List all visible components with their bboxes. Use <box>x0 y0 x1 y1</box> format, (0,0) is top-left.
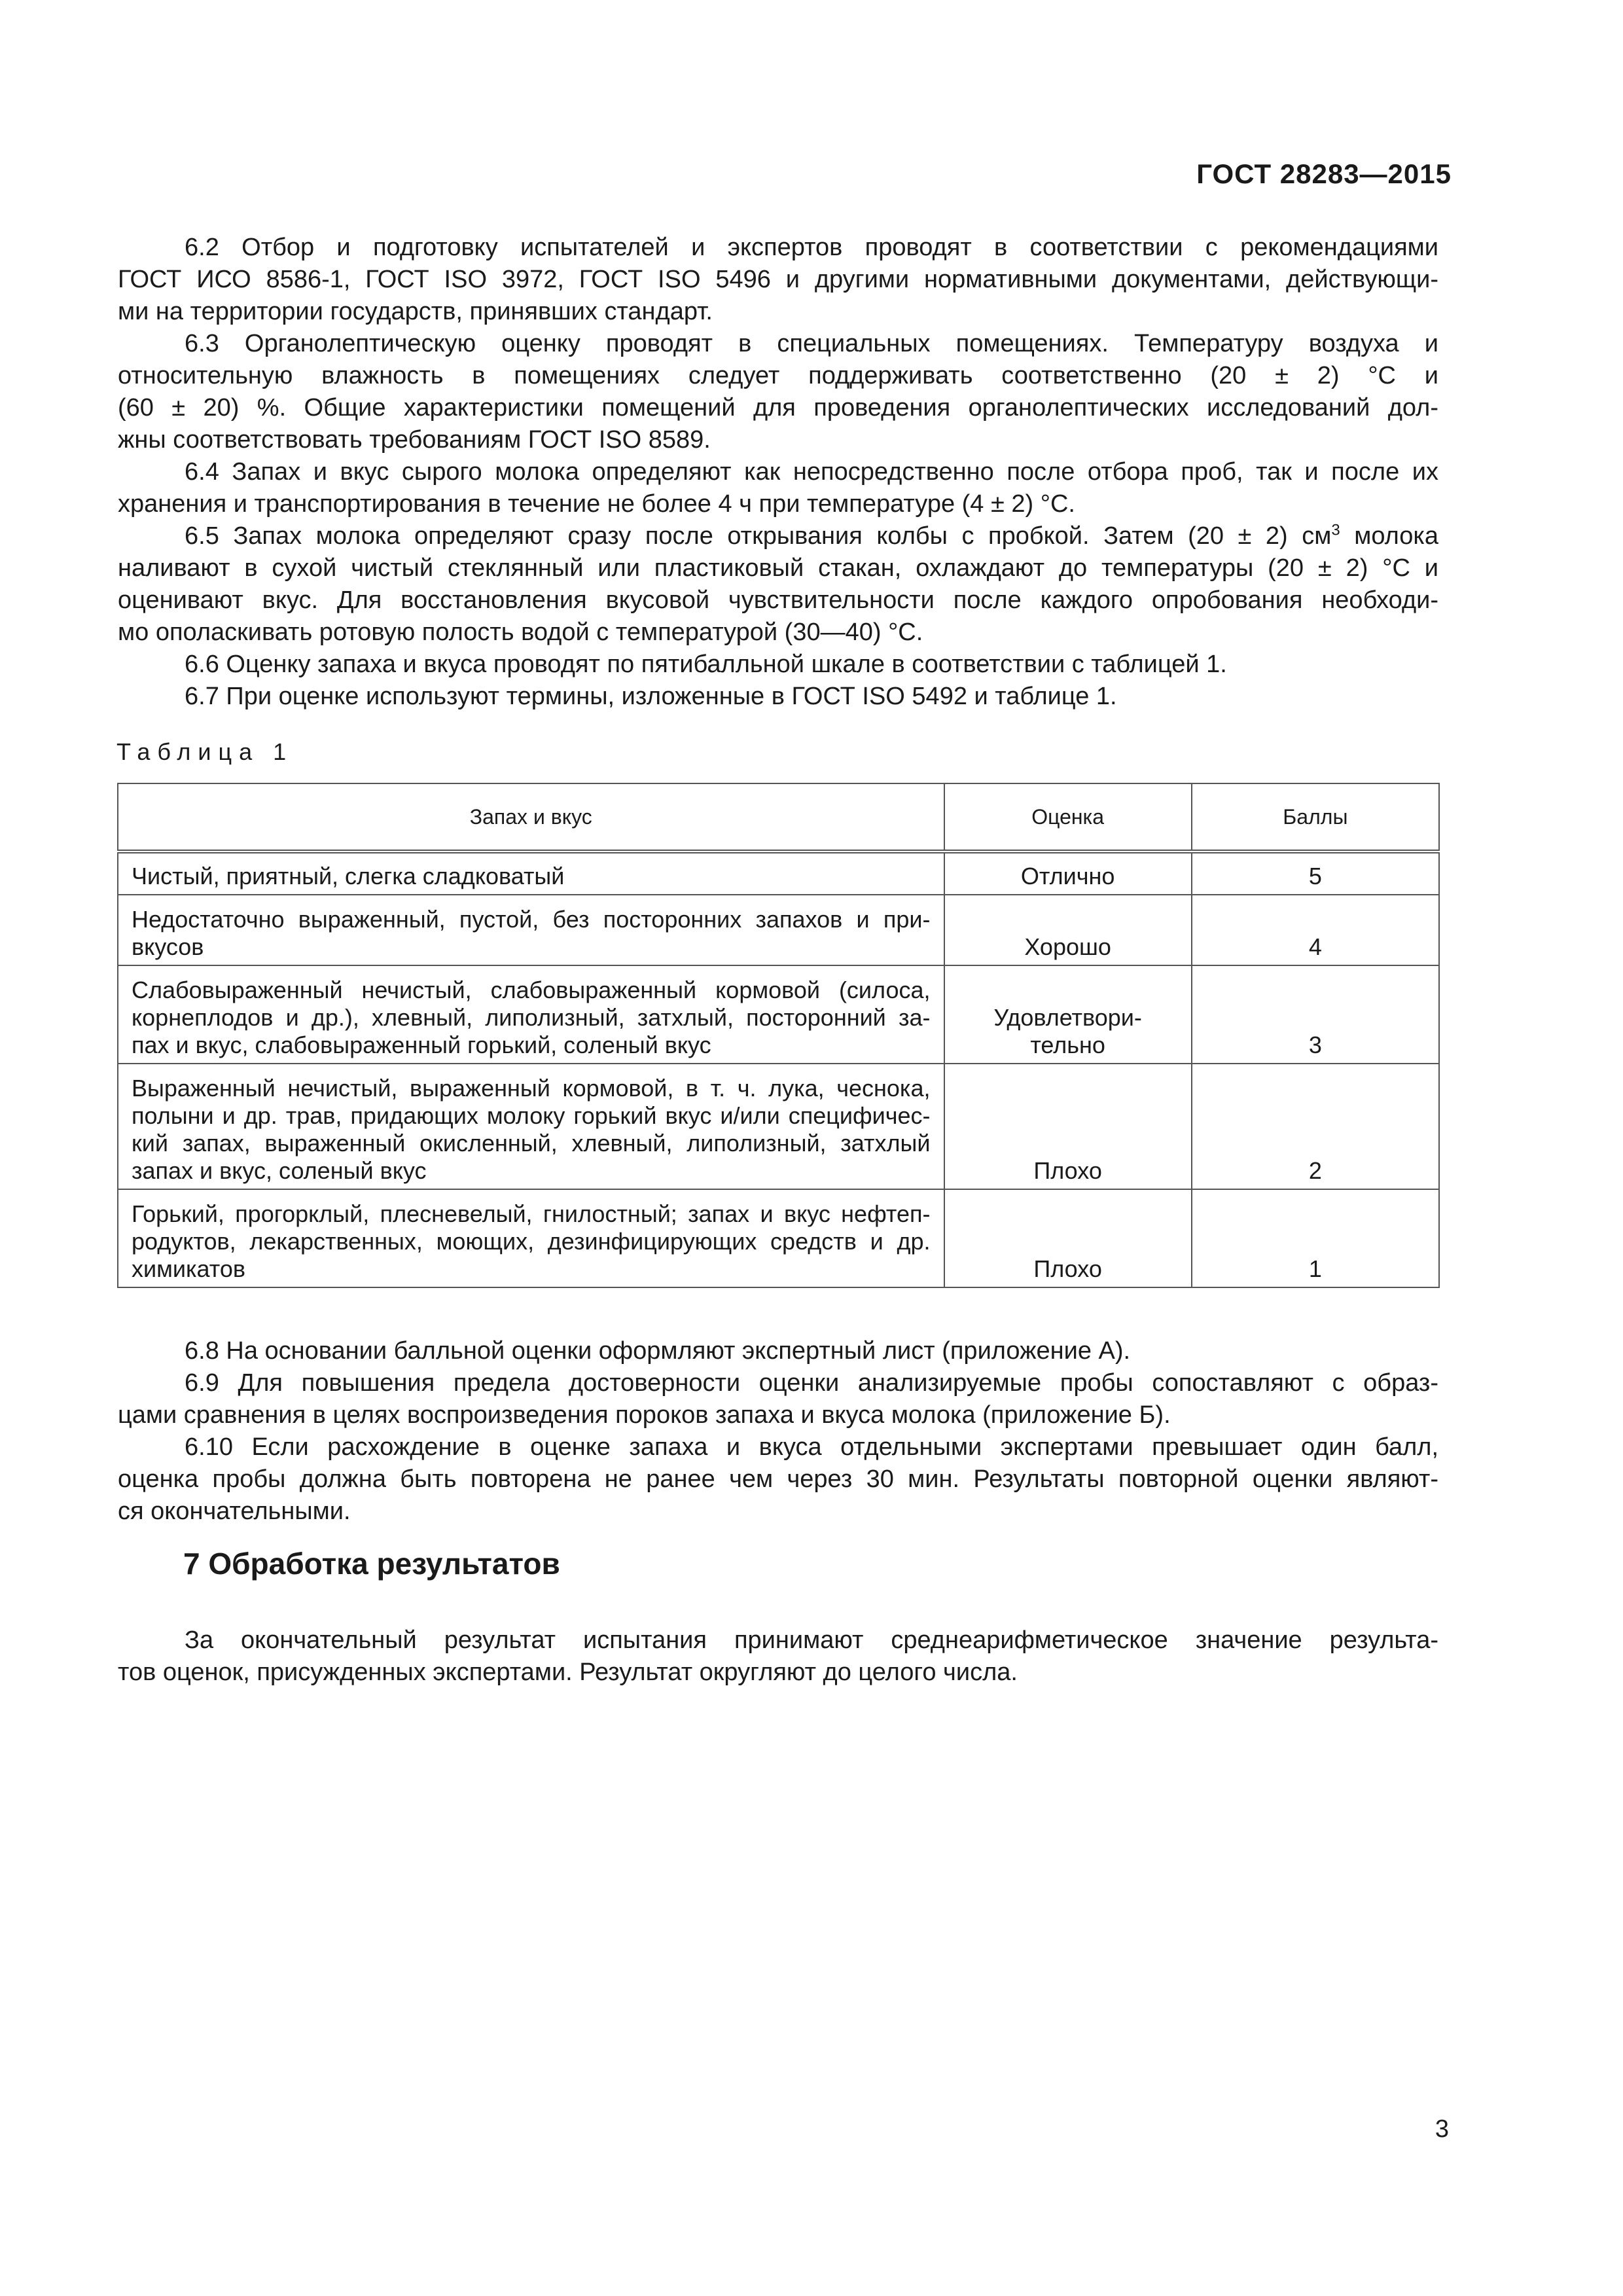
paragraph-6-7: 6.7 При оценке используют термины, изложенные в ГОСТ ISO 5492 и таблице 1. <box>185 683 1117 710</box>
paragraph-6-6: 6.6 Оценку запаха и вкуса проводят по пятибалльной шкале в соответствии с таблицей 1. <box>185 651 1227 678</box>
paragraph-6-10: 6.10 Если расхождение в оценке запаха и вкуса отдельными экспертами превышает один балл, оценка пробы должна быть повторена не ранее чем через 30 мин. Результаты повторной оценки являют- ся окончательными. <box>118 1433 1438 1525</box>
header-odor-taste: Запах и вкус <box>118 783 944 852</box>
header-score: Баллы <box>1192 783 1439 852</box>
odor-taste-table <box>117 783 1440 1288</box>
section-7-title: 7 Обработка результатов <box>183 1547 560 1581</box>
section-7-text: За окончательный результат испытания принимают среднеарифметическое значение результа- тов оценок, присужденных экспертами. Результат округляют до целого числа. <box>118 1626 1438 1686</box>
table-row: Недостаточно выраженный, пустой, без посторонних запахов и при- вкусов Хорошо 4 <box>118 895 1439 965</box>
paragraph-6-9: 6.9 Для повышения предела достоверности оценки анализируемые пробы сопоставляют с образ- цами сравнения в целях воспроизведения пороков запаха и вкуса молока (приложение Б). <box>118 1369 1438 1429</box>
header-grade: Оценка <box>944 783 1192 852</box>
standard-header: ГОСТ 28283—2015 <box>1196 158 1452 189</box>
page-number: 3 <box>1435 2115 1449 2143</box>
table-row: Слабовыраженный нечистый, слабовыраженный кормовой (силоса, корнеплодов и др.), хлевный, липолизный, затхлый, посторонний за- пах и вкус, слабовыраженный горький, соленый вкус Удовлетвори- тельно 3 <box>118 965 1439 1064</box>
paragraph-6-8: 6.8 На основании балльной оценки оформляют экспертный лист (приложение А). <box>185 1337 1131 1365</box>
paragraph-6-4: 6.4 Запах и вкус сырого молока определяют как непосредственно после отбора проб, так и после их хранения и транспортирования в течение не более 4 ч при температуре (4 ± 2) °С. <box>118 458 1438 518</box>
paragraph-6-3: 6.3 Органолептическую оценку проводят в специальных помещениях. Температуру воздуха и относительную влажность в помещениях следует поддерживать соответственно (20 ± 2) °С и (60 ± 20) %. Общие характеристики помещений для проведения органолептических исследований дол- жны соответствовать требованиям ГОСТ ISO 8589. <box>118 330 1438 454</box>
paragraph-6-5: 6.5 Запах молока определяют сразу после открывания колбы с пробкой. Затем (20 ± 2) $см^3$ молока наливают в сухой чистый стеклянный или пластиковый стакан, охлаждают до температуры (20 ± 2) °С и оценивают вкус. Для восстановления вкусовой чувствительности после каждого опробования необходи- мо ополаскивать ротовую полость водой с температурой (30—40) °С. <box>118 521 1439 646</box>
table-row: Горький, прогорклый, плесневелый, гнилостный; запах и вкус нефтеп- родуктов, лекарственных, моющих, дезинфицирующих средств и др. химикатов Плохо 1 <box>118 1189 1439 1287</box>
paragraph-6-2: 6.2 Отбор и подготовку испытателей и экспертов проводят в соответствии с рекомендациями ГОСТ ИСО 8586-1, ГОСТ ISO 3972, ГОСТ ISO 5496 и другими нормативными документами, действующи- ми на территории государств, принявших стандарт. <box>118 234 1438 325</box>
table-row: Чистый, приятный, слегка сладковатый Отлично 5 <box>118 852 1439 895</box>
table-row: Выраженный нечистый, выраженный кормовой, в т. ч. лука, чеснока, полыни и др. трав, придающих молоку горький вкус и/или специфичес- кий запах, выраженный окисленный, хлевный, липолизный, затхлый запах и вкус, соленый вкус Плохо 2 <box>118 1064 1439 1189</box>
table-caption: Таблица 1 <box>116 738 294 765</box>
